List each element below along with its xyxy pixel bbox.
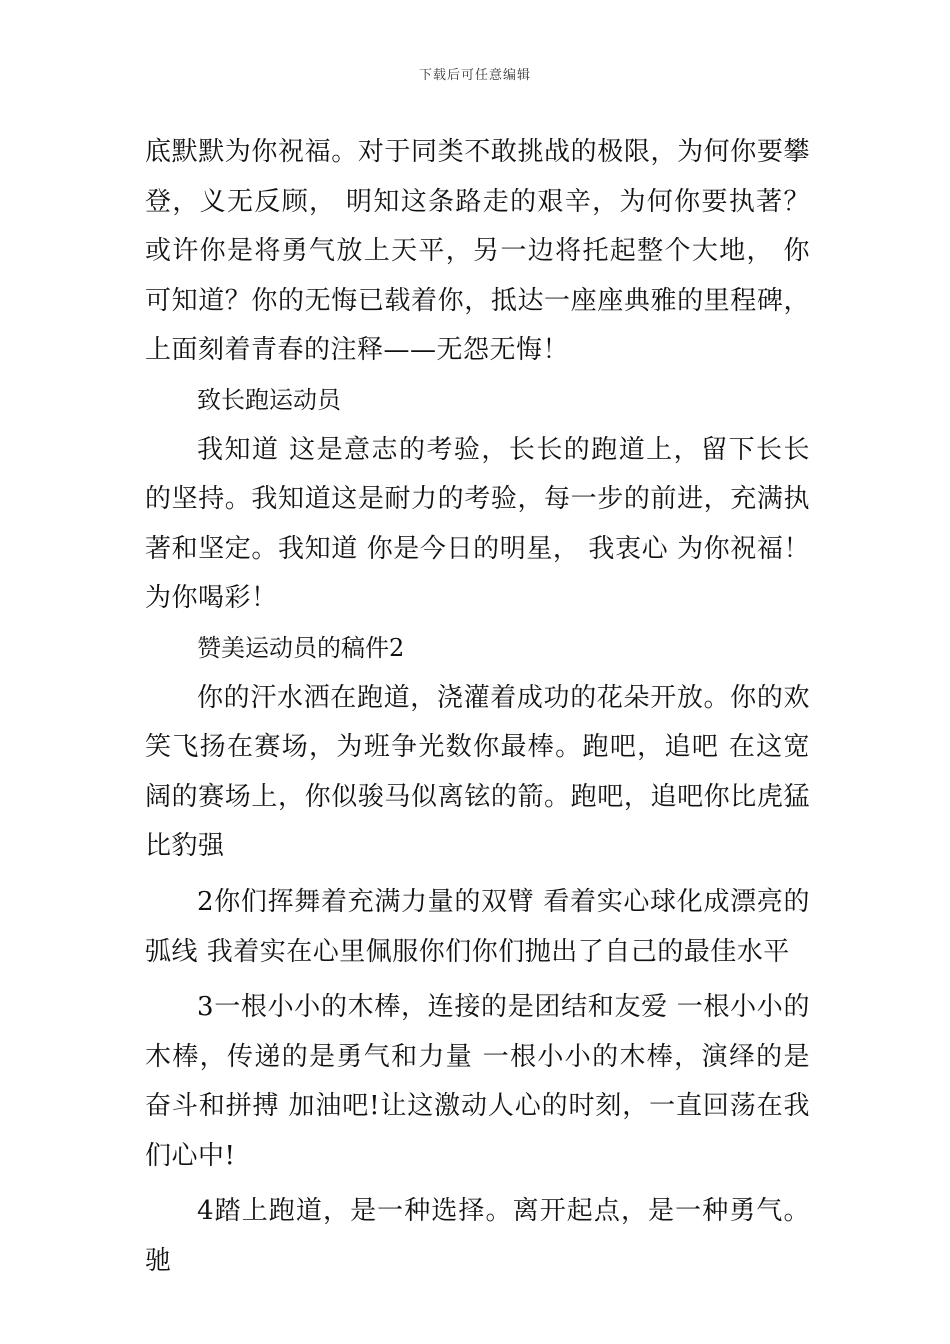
paragraph-shot-put: 2你们挥舞着充满力量的双臂 看着实心球化成漂亮的弧线 我着实在心里佩服你们你们抛出了自己的最佳水平 (145, 886, 810, 967)
paragraph-relay-baton: 3一根小小的木棒，连接的是团结和友爱 一根小小的木棒，传递的是勇气和力量 一根小小的木棒，演绎的是奋斗和拼搏 加油吧!让这激动人心的时刻，一直回荡在我们心中! (145, 992, 810, 1171)
heading-long-distance-runner: 致长跑运动员 (197, 385, 341, 414)
paragraph-track-choice: 4踏上跑道，是一种选择。离开起点，是一种勇气。驰 (145, 1196, 810, 1277)
document-body (145, 128, 810, 1287)
paragraph-long-distance: 我知道 这是意志的考验，长长的跑道上，留下长长的坚持。我知道这是耐力的考验，每一步的前进，充满执著和坚定。我知道 你是今日的明星， 我衷心 为你祝福！为你喝彩！ (145, 434, 810, 614)
paragraph-intro: 底默默为你祝福。对于同类不敢挑战的极限，为何你要攀登，义无反顾， 明知这条路走的艰辛，为何你要执著？或许你是将勇气放上天平，另一边将托起整个大地， 你可知道？你的无悔已载着你，抵达一座座典雅的里程碑，上面刻着青春的注释——无怨无悔！ (145, 137, 810, 366)
page-header: 下载后可任意编辑 (418, 68, 531, 83)
heading-praise-athletes-2: 赞美运动员的稿件2 (197, 633, 405, 662)
paragraph-sweat-track: 你的汗水洒在跑道，浇灌着成功的花朵开放。你的欢笑飞扬在赛场，为班争光数你最棒。跑吧，追吧 在这宽阔的赛场上，你似骏马似离铉的箭。跑吧，追吧你比虎猛比豹强 (145, 682, 810, 862)
